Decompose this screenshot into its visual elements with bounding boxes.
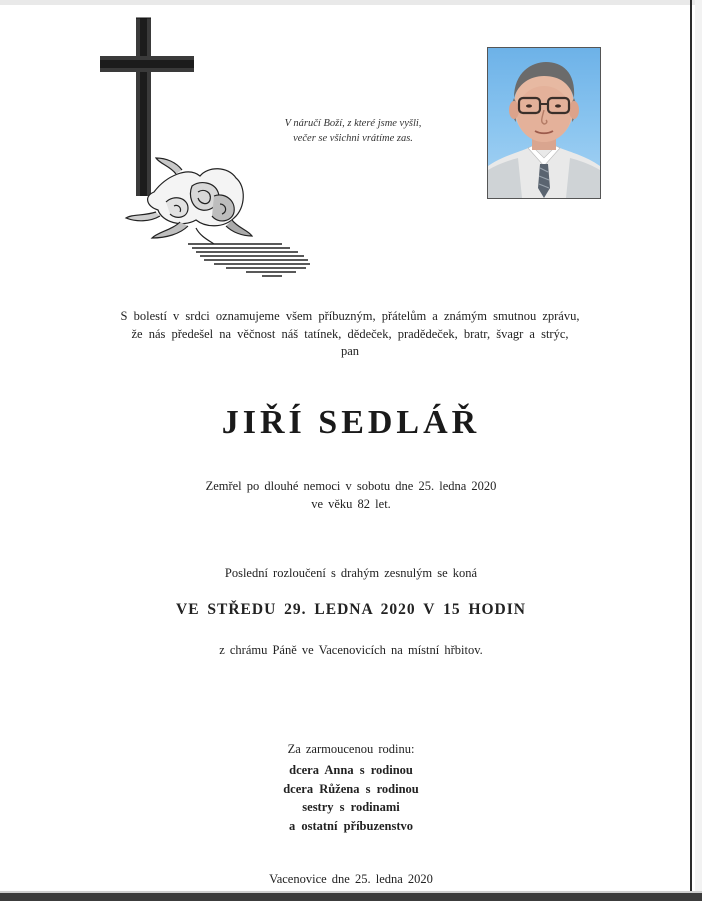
death-info-line-1: Zemřel po dlouhé nemoci v sobotu dne 25. ledna 2020 — [205, 479, 497, 493]
family-members-list — [0, 761, 702, 835]
page-top-edge — [0, 0, 702, 5]
death-info — [0, 478, 702, 513]
stone-base-icon — [188, 244, 310, 276]
death-info-line-2: ve věku 82 let. — [311, 496, 391, 511]
motto-line-1: V náručí Boží, z které jsme vyšli, — [284, 118, 422, 129]
announcement-line-3: pan — [340, 344, 360, 358]
farewell-place: z chrámu Páně ve Vacenovicích na místní hřbitov. — [219, 643, 483, 657]
announcement-line-1: S bolestí v srdci oznamujeme všem příbuzným, přátelům a známým smutnou zprávu, — [120, 309, 580, 323]
family-member: dcera Růžena s rodinou — [283, 781, 419, 796]
family-member: sestry s rodinami — [302, 800, 400, 814]
motto-quote — [248, 116, 458, 146]
announcement-line-2: že nás předešel na věčnost náš tatínek, dědeček, pradědeček, bratr, švagr a strýc, — [131, 326, 569, 341]
farewell-intro: Poslední rozloučení s drahým zesnulým se koná — [224, 566, 478, 580]
family-member: a ostatní příbuzenstvo — [288, 818, 414, 833]
deceased-name: JIŘÍ SEDLÁŘ — [221, 404, 481, 441]
portrait-image — [488, 48, 600, 198]
portrait-photo — [487, 47, 601, 199]
announcement-text — [60, 308, 640, 361]
family-member: dcera Anna s rodinou — [289, 763, 413, 777]
farewell-datetime: VE STŘEDU 29. LEDNA 2020 V 15 HODIN — [176, 601, 526, 618]
motto-line-2: večer se všichni vrátíme zas. — [293, 133, 413, 144]
page-bottom-bar — [0, 893, 702, 901]
dateline: Vacenovice dne 25. ledna 2020 — [269, 872, 433, 886]
family-intro: Za zarmoucenou rodinu: — [287, 742, 415, 756]
cross-with-roses-icon — [96, 16, 316, 286]
